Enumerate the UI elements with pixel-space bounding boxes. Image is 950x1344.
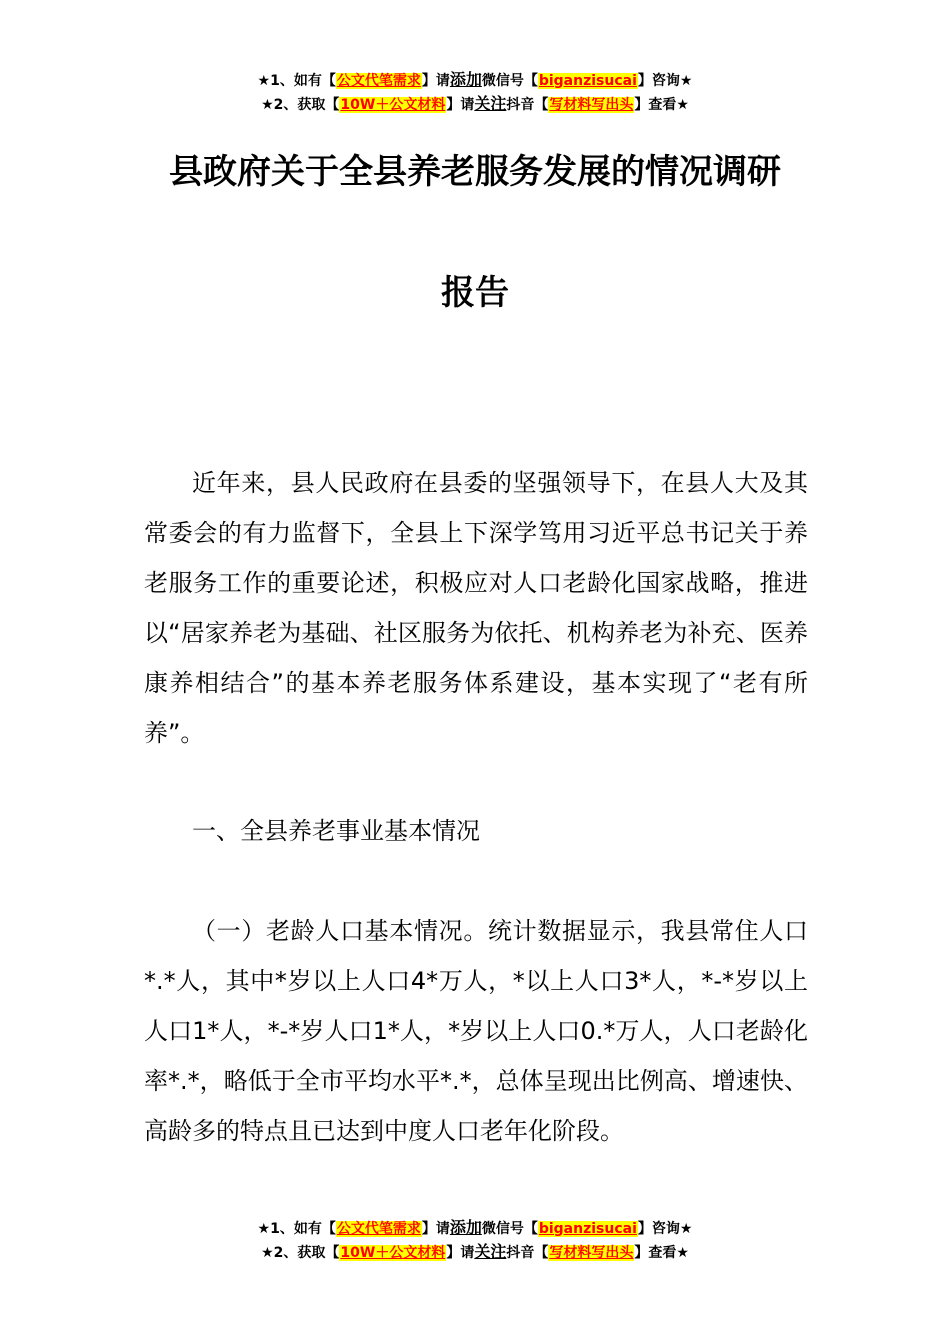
- promo-wechat-id: biganzisucai: [538, 1221, 637, 1237]
- body-paragraph: （一）老龄人口基本情况。统计数据显示，我县常住人口*.*人，其中*岁以上人口4*万人，*以上人口3*人，*-*岁以上人口1*人，*-*岁人口1*人，*岁以上人口0.*万人，人口老龄化率*.*，略低于全市平均水平*.*，总体呈现出比例高、增速快、高龄多的特点且已达到中度人口老年化阶段。: [144, 917, 808, 1145]
- promo-wechat-id: biganzisucai: [538, 73, 637, 89]
- promo-text: 】咨询★: [637, 73, 693, 89]
- promo-emphasis: 添加: [449, 70, 482, 89]
- header-promo-banner: [0, 68, 950, 116]
- footer-promo-banner: [0, 1216, 950, 1264]
- promo-emphasis: 关注: [474, 94, 507, 113]
- promo-highlight: 公文代笔需求: [336, 73, 421, 89]
- promo-text: 微信号【: [481, 1221, 538, 1237]
- promo-text: 微信号【: [481, 73, 538, 89]
- section-heading: 一、全县养老事业基本情况: [192, 817, 480, 845]
- promo-emphasis: 关注: [474, 1242, 507, 1261]
- promo-text: 抖音【: [506, 1245, 549, 1261]
- promo-text: 】请: [421, 73, 450, 89]
- promo-highlight: 10W＋公文材料: [340, 97, 446, 113]
- promo-line-2: [0, 1240, 950, 1264]
- promo-line-2: [0, 92, 950, 116]
- promo-text: 】请: [446, 1245, 475, 1261]
- promo-text: ★1、如有【: [257, 1221, 336, 1237]
- promo-highlight: 公文代笔需求: [336, 1221, 421, 1237]
- promo-text: ★2、获取【: [261, 1245, 340, 1261]
- document-title-line-2: 报告: [441, 273, 509, 313]
- promo-text: 】请: [446, 97, 475, 113]
- promo-line-1: [0, 1216, 950, 1240]
- promo-douyin-id: 写材料写出头: [549, 97, 634, 113]
- promo-highlight: 10W＋公文材料: [340, 1245, 446, 1261]
- promo-text: 】查看★: [634, 97, 689, 113]
- promo-emphasis: 添加: [449, 1218, 482, 1237]
- promo-text: ★2、获取【: [261, 97, 340, 113]
- promo-text: 】请: [421, 1221, 450, 1237]
- promo-text: ★1、如有【: [257, 73, 336, 89]
- promo-text: 抖音【: [506, 97, 549, 113]
- intro-paragraph: 近年来，县人民政府在县委的坚强领导下，在县人大及其常委会的有力监督下，全县上下深学笃用习近平总书记关于养老服务工作的重要论述，积极应对人口老龄化国家战略，推进以“居家养老为基础、社区服务为依托、机构养老为补充、医养康养相结合”的基本养老服务体系建设，基本实现了“老有所养”。: [144, 469, 808, 747]
- document-title-line-1: 县政府关于全县养老服务发展的情况调研: [169, 152, 781, 192]
- promo-line-1: [0, 68, 950, 92]
- promo-douyin-id: 写材料写出头: [549, 1245, 634, 1261]
- promo-text: 】查看★: [634, 1245, 689, 1261]
- promo-text: 】咨询★: [637, 1221, 693, 1237]
